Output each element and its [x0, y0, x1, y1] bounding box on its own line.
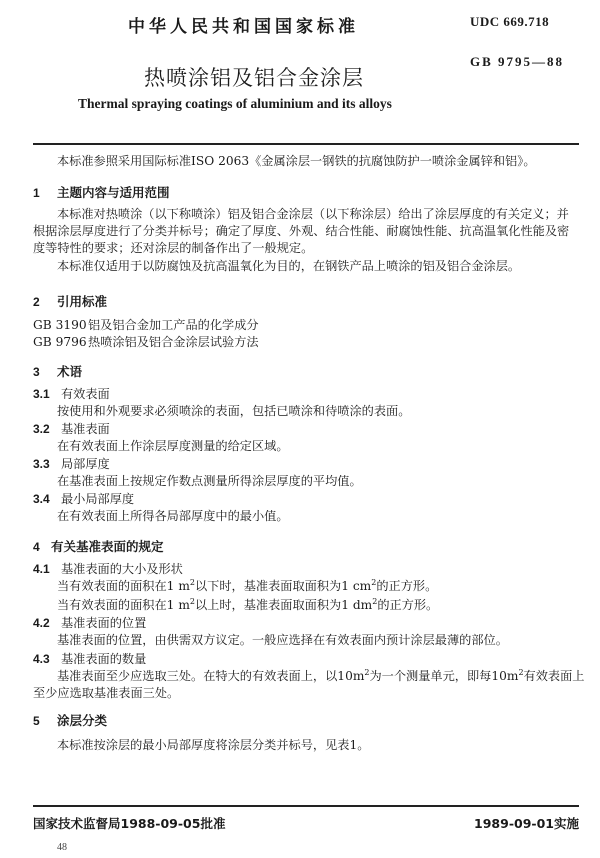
text: 为一个测量单元，即每10m — [369, 669, 519, 683]
term-definition: 在基准表面上按规定作数点测量所得涂层厚度的平均值。 — [57, 474, 362, 488]
gb-code: GB 9795—88 — [470, 54, 565, 69]
section-title: 主题内容与适用范围 — [57, 185, 170, 200]
superscript: 2 — [364, 667, 370, 677]
section-3-heading — [33, 362, 82, 380]
section-number: 2 — [33, 295, 40, 309]
superscript: 2 — [189, 596, 195, 606]
term-definition: 在有效表面上所得各局部厚度中的最小值。 — [57, 509, 289, 523]
subsection-4-2-text: 基准表面的位置，由供需双方议定。一般应选择在有效表面内预计涂层最薄的部位。 — [57, 633, 508, 647]
udc-code: UDC 669.718 — [470, 14, 550, 29]
term-definition: 在有效表面上作涂层厚度测量的给定区域。 — [57, 439, 289, 453]
effective-date: 1989-09-01实施 — [474, 816, 579, 831]
term-3-1 — [33, 386, 110, 402]
section-1-paragraph-2: 本标准仅适用于以防腐蚀及抗高温氧化为目的，在钢铁产品上喷涂的铝及铝合金涂层。 — [57, 259, 521, 273]
subsection-4-2 — [33, 615, 146, 631]
term-number: 3.4 — [33, 492, 50, 506]
size-rule-line — [57, 597, 438, 613]
reference-title: 热喷涂铝及铝合金涂层试验方法 — [88, 335, 259, 349]
reference-code: GB 3190 — [33, 318, 87, 332]
superscript: 2 — [518, 667, 524, 677]
text: 的正方形。 — [377, 598, 439, 612]
page-number: 48 — [57, 842, 67, 853]
standard-type: 中华人民共和国国家标准 — [128, 17, 359, 37]
section-number: 4 — [33, 540, 40, 554]
term-name: 最小局部厚度 — [61, 492, 135, 506]
term-number: 3.2 — [33, 422, 50, 436]
subsection-4-1 — [33, 561, 183, 577]
text: 的正方形。 — [376, 579, 438, 593]
term-3-2 — [33, 421, 110, 437]
term-number: 3.1 — [33, 387, 50, 401]
subsection-4-3 — [33, 651, 146, 667]
term-name: 基准表面 — [61, 422, 110, 436]
text: 基准表面至少应选取三处。在特大的有效表面上，以10m — [57, 669, 365, 683]
text: 有效表面上 — [523, 669, 585, 683]
reference-item — [33, 334, 259, 350]
size-rule-line — [57, 578, 437, 594]
document-title-cn: 热喷涂铝及铝合金涂层 — [144, 66, 364, 90]
section-number: 3 — [33, 365, 40, 379]
intro-paragraph: 本标准参照采用国际标准ISO 2063《金属涂层一钢铁的抗腐蚀防护一喷涂金属锌和铝》。 — [57, 154, 536, 168]
section-number: 5 — [33, 714, 40, 728]
term-3-3 — [33, 456, 110, 472]
superscript: 2 — [371, 577, 377, 587]
text: 以上时，基准表面取面积为1 dm — [194, 598, 373, 612]
text: 当有效表面的面积在1 m — [57, 598, 190, 612]
text: 以下时，基准表面取面积为1 cm — [194, 579, 372, 593]
term-3-4 — [33, 491, 134, 507]
subsection-number: 4.1 — [33, 562, 50, 576]
reference-item — [33, 317, 259, 333]
section-1-heading — [33, 183, 170, 201]
subsection-title: 基准表面的位置 — [61, 616, 147, 630]
footer-rule — [33, 805, 579, 807]
section-title: 引用标准 — [57, 294, 108, 309]
reference-title: 铝及铝合金加工产品的化学成分 — [88, 318, 259, 332]
section-5-text: 本标准按涂层的最小局部厚度将涂层分类并标号，见表1。 — [57, 738, 370, 752]
header-rule — [33, 143, 579, 145]
subsection-number: 4.3 — [33, 652, 50, 666]
section-number: 1 — [33, 186, 40, 200]
section-2-heading — [33, 292, 107, 310]
text: 当有效表面的面积在1 m — [57, 579, 190, 593]
term-name: 局部厚度 — [61, 457, 110, 471]
term-name: 有效表面 — [61, 387, 110, 401]
document-title-en: Thermal spraying coatings of aluminium and its alloys — [78, 96, 392, 111]
subsection-title: 基准表面的大小及形状 — [61, 562, 183, 576]
approval-date: 国家技术监督局1988-09-05批准 — [33, 816, 226, 831]
section-4-heading — [33, 537, 164, 555]
subsection-number: 4.2 — [33, 616, 50, 630]
subsection-title: 基准表面的数量 — [61, 652, 147, 666]
section-title: 涂层分类 — [57, 713, 108, 728]
subsection-4-3-line-2: 至少应选取基准表面三处。 — [33, 686, 180, 700]
section-title: 术语 — [57, 364, 83, 379]
section-title: 有关基准表面的规定 — [51, 539, 164, 554]
term-definition: 按使用和外观要求必须喷涂的表面，包括已喷涂和待喷涂的表面。 — [57, 404, 411, 418]
section-5-heading — [33, 711, 107, 729]
superscript: 2 — [189, 577, 195, 587]
section-1-paragraph-1: 本标准对热喷涂（以下称喷涂）铝及铝合金涂层（以下称涂层）给出了涂层厚度的有关定义；并根据涂层厚度进行了分类并标号；确定了厚度、外观、结合性能、耐腐蚀性能、抗高温氧化性能及密度等特性的要求；还对涂层的制备作出了一般规定。 — [33, 207, 570, 255]
subsection-4-3-line-1 — [57, 668, 584, 684]
superscript: 2 — [372, 596, 378, 606]
reference-code: GB 9796 — [33, 335, 87, 349]
term-number: 3.3 — [33, 457, 50, 471]
